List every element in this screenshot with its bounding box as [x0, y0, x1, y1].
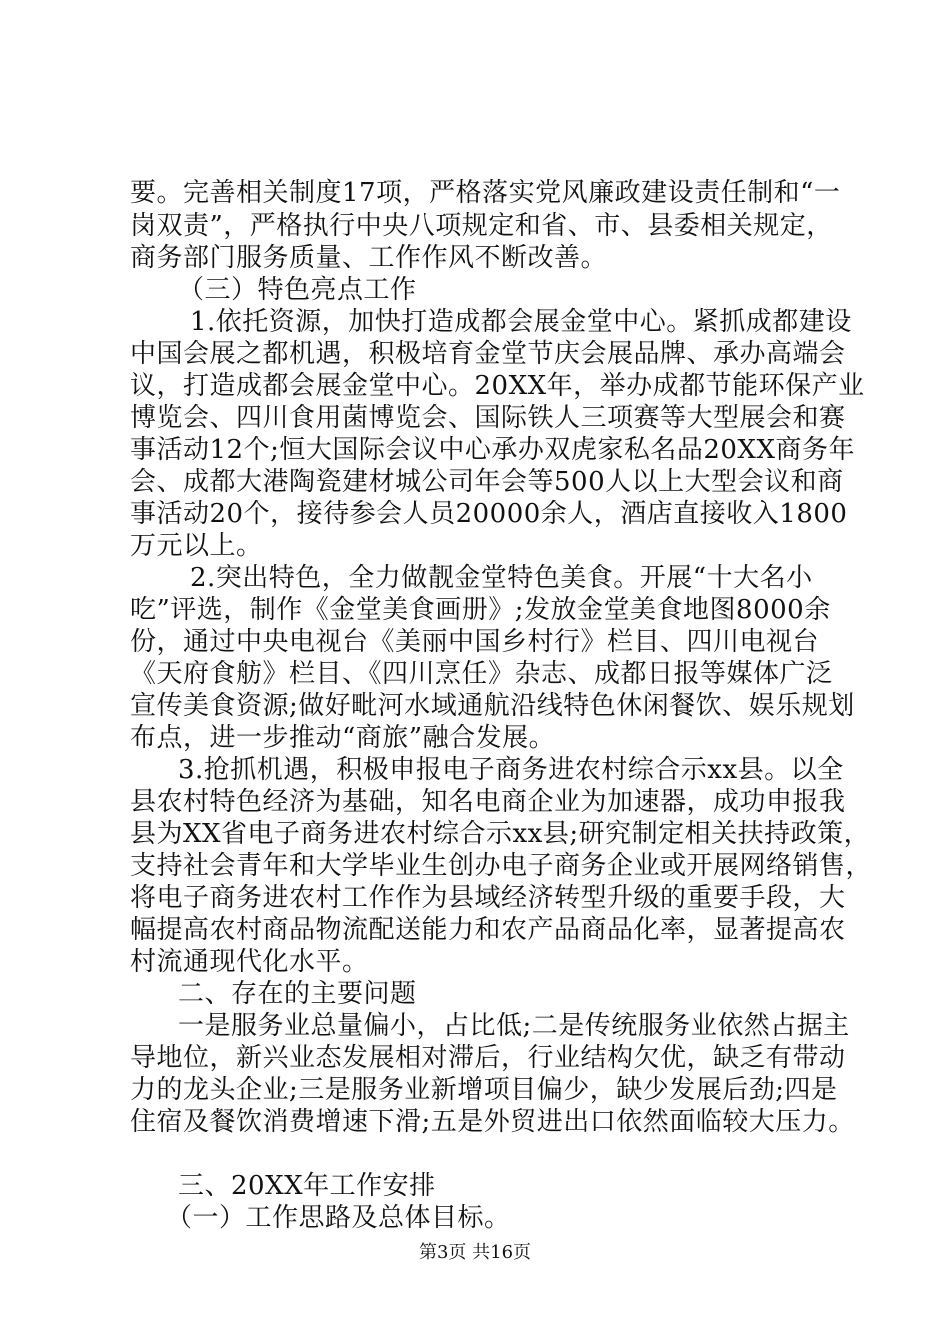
text-line: 县农村特色经济为基础，知名电商企业为加速器，成功申报我 — [130, 787, 846, 817]
text-line: 事活动20个，接待参会人员20000余人，酒店直接收入1800 — [130, 499, 848, 529]
text-line: 1.依托资源，加快打造成都会展金堂中心。紧抓成都建设 — [190, 307, 852, 337]
text-line: 3.抢抓机遇，积极申报电子商务进农村综合示xx县。以全 — [178, 755, 844, 785]
section-heading: 三、20XX年工作安排 — [178, 1171, 436, 1201]
text-line: 议，打造成都会展金堂中心。20XX年，举办成都节能环保产业 — [130, 371, 865, 401]
text-line: 份，通过中央电视台《美丽中国乡村行》栏目、四川电视台 — [130, 627, 820, 657]
text-line: 住宿及餐饮消费增速下滑;五是外贸进出口依然面临较大压力。 — [130, 1107, 855, 1137]
text-line: 宣传美食资源;做好毗河水域通航沿线特色休闲餐饮、娱乐规划 — [130, 691, 855, 721]
text-line: 幅提高农村商品物流配送能力和农产品商品化率，显著提高农 — [130, 915, 846, 945]
page-number: 第3页 共16页 — [418, 1242, 532, 1263]
section-heading: （三）特色亮点工作 — [178, 275, 417, 305]
text-line: 县为XX省电子商务进农村综合示xx县;研究制定相关扶持政策， — [130, 819, 871, 849]
text-line: 一是服务业总量偏小，占比低;二是传统服务业依然占据主 — [178, 1011, 850, 1041]
text-line: 支持社会青年和大学毕业生创办电子商务企业或开展网络销售， — [130, 851, 873, 881]
text-line: 事活动12个;恒大国际会议中心承办双虎家私名品20XX商务年 — [130, 435, 855, 465]
text-line: 会、成都大港陶瓷建材城公司年会等500人以上大型会议和商 — [130, 467, 844, 497]
text-line: 博览会、四川食用菌博览会、国际铁人三项赛等大型展会和赛 — [130, 403, 846, 433]
section-heading: 二、存在的主要问题 — [178, 979, 417, 1009]
text-line: 将电子商务进农村工作作为县域经济转型升级的重要手段，大 — [130, 883, 846, 913]
text-line: 要。完善相关制度17项，严格落实党风廉政建设责任制和“一 — [130, 178, 841, 208]
text-line: 万元以上。 — [130, 531, 263, 561]
text-line: 导地位，新兴业态发展相对滞后，行业结构欠优，缺乏有带动 — [130, 1043, 846, 1073]
text-line: 2.突出特色，全力做靓金堂特色美食。开展“十大名小 — [190, 563, 813, 593]
text-line: 《天府食舫》栏目、《四川烹任》杂志、成都日报等媒体广泛 — [130, 659, 833, 689]
text-line: 力的龙头企业;三是服务业新增项目偏少，缺少发展后劲;四是 — [130, 1075, 838, 1105]
section-heading: （一）工作思路及总体目标。 — [166, 1203, 511, 1233]
text-line: 中国会展之都机遇，积极培育金堂节庆会展品牌、承办高端会 — [130, 339, 846, 369]
text-line: 村流通现代化水平。 — [130, 947, 369, 977]
text-line: 商务部门服务质量、工作作风不断改善。 — [130, 243, 608, 273]
text-line: 吃”评选，制作《金堂美食画册》;发放金堂美食地图8000余 — [130, 595, 831, 625]
text-line: 布点，进一步推动“商旅”融合发展。 — [130, 723, 556, 753]
text-line: 岗双责”，严格执行中央八项规定和省、市、县委相关规定， — [130, 211, 833, 241]
